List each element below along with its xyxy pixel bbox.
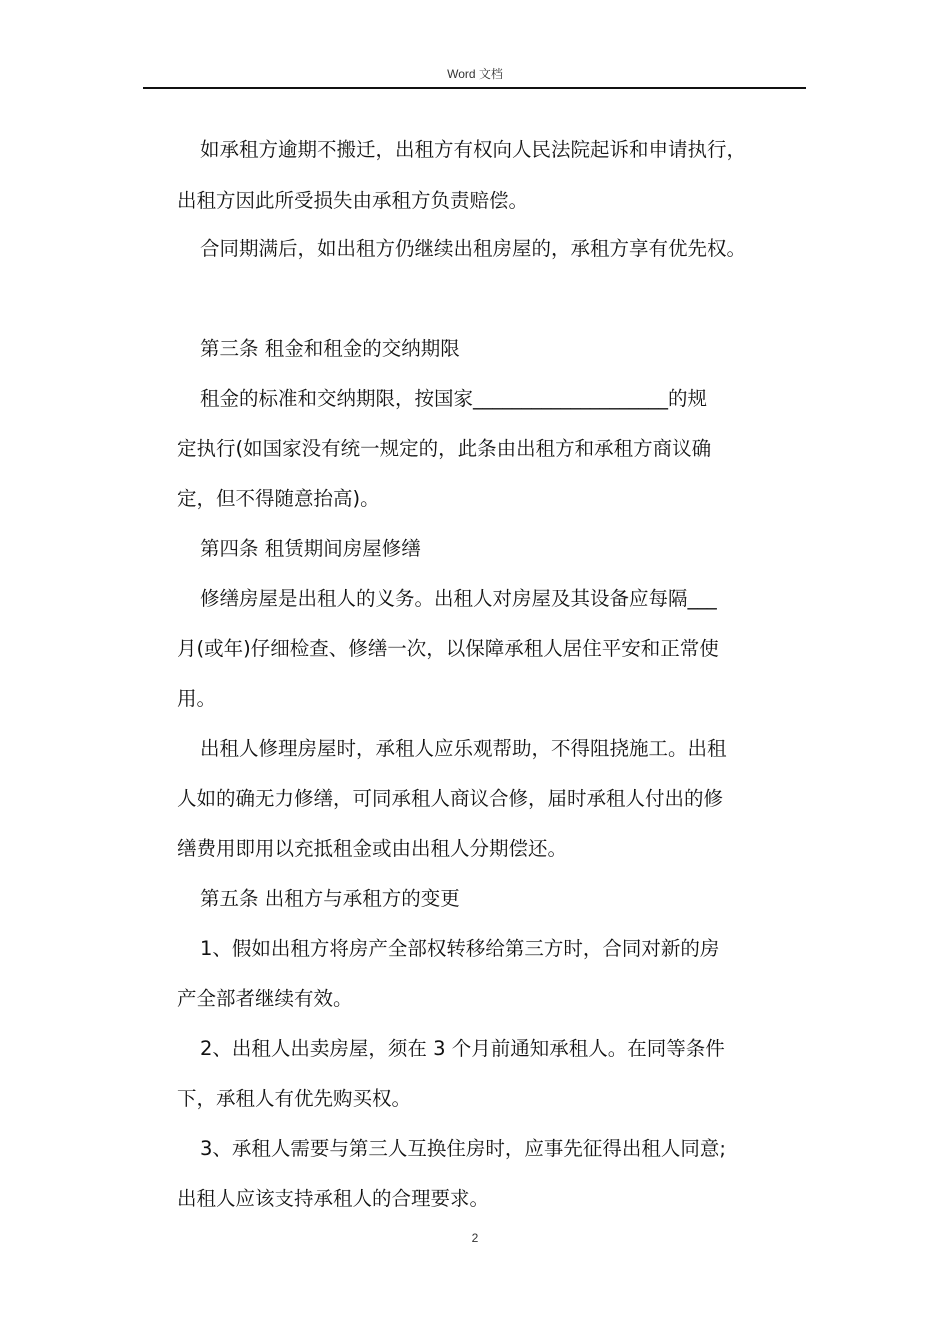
paragraph-line: 修缮房屋是出租人的义务。出租人对房屋及其设备应每隔___ [200,587,717,610]
header-divider [143,87,806,89]
section-heading: 第五条 出租方与承租方的变更 [200,887,460,910]
paragraph-line: 出租人修理房屋时，承租人应乐观帮助，不得阻挠施工。出租 [200,737,727,760]
paragraph-line: 产全部者继续有效。 [177,987,353,1010]
paragraph-line: 下，承租人有优先购买权。 [177,1087,412,1110]
paragraph-line: 出租方因此所受损失由承租方负责赔偿。 [177,189,529,212]
paragraph-line: 如承租方逾期不搬迁，出租方有权向人民法院起诉和申请执行， [200,138,747,161]
paragraph-line: 3、承租人需要与第三人互换住房时，应事先征得出租人同意; [200,1137,726,1160]
paragraph-line: 1、假如出租方将房产全部权转移给第三方时，合同对新的房 [200,937,720,960]
paragraph-line: 缮费用即用以充抵租金或由出租人分期偿还。 [177,837,568,860]
section-heading: 第三条 租金和租金的交纳期限 [200,337,460,360]
paragraph-line: 合同期满后，如出租方仍继续出租房屋的，承租方享有优先权。 [200,237,747,260]
section-heading: 第四条 租赁期间房屋修缮 [200,537,421,560]
paragraph-line: 租金的标准和交纳期限，按国家____________________的规 [200,387,708,410]
paragraph-line: 用。 [177,687,217,710]
paragraph-line: 定，但不得随意抬高)。 [177,487,380,510]
page-header: Word 文档 [447,67,503,81]
paragraph-line: 出租人应该支持承租人的合理要求。 [177,1187,490,1210]
paragraph-line: 定执行(如国家没有统一规定的，此条由出租方和承租方商议确 [177,437,712,460]
page-number: 2 [471,1231,479,1245]
paragraph-line: 人如的确无力修缮，可同承租人商议合修，届时承租人付出的修 [177,787,724,810]
paragraph-line: 月(或年)仔细检查、修缮一次，以保障承租人居住平安和正常使 [177,637,719,660]
paragraph-line: 2、出租人出卖房屋，须在 3 个月前通知承租人。在同等条件 [200,1037,725,1060]
